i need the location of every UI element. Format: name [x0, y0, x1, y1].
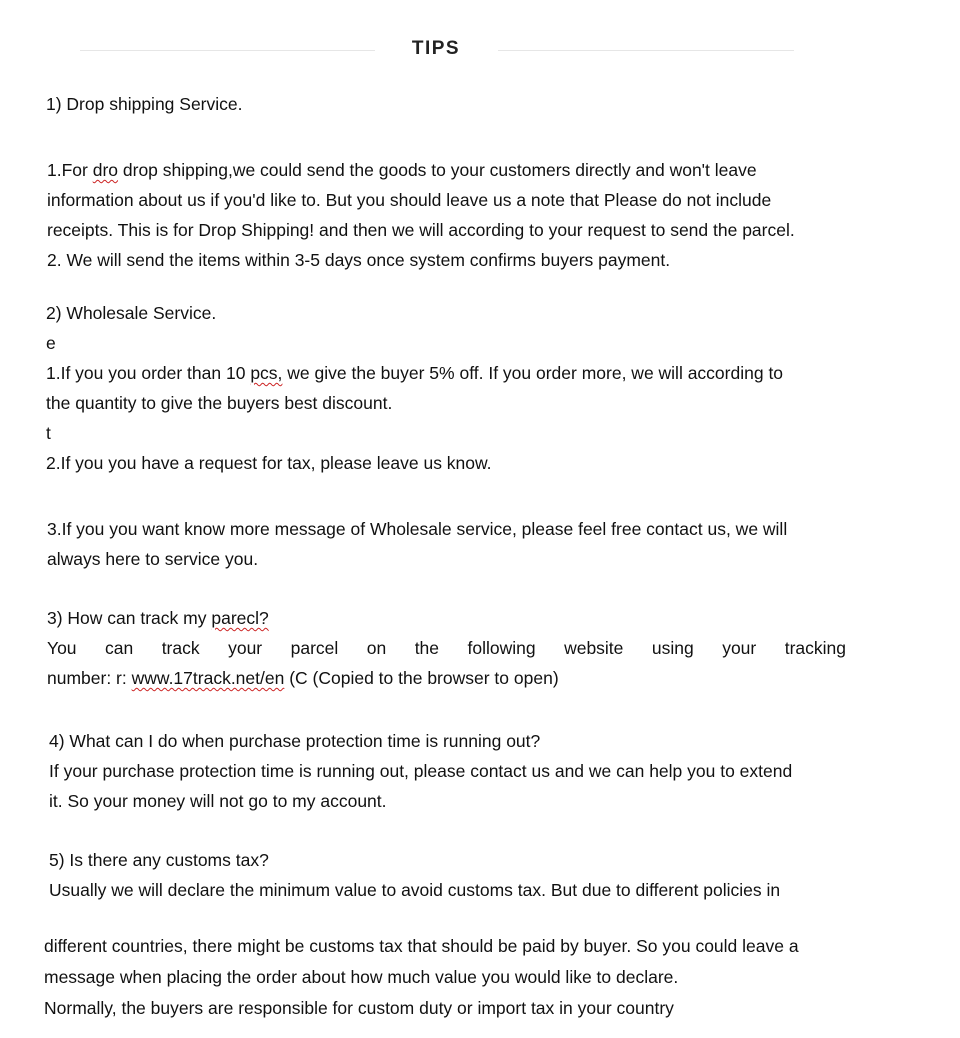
- title-rule-left: [80, 50, 375, 51]
- page-title: TIPS: [411, 38, 461, 59]
- stray-character: t: [46, 423, 51, 443]
- text-segment: 1.If you you order than 10: [46, 363, 251, 383]
- drop-shipping-line-2: information about us if you'd like to. But you should leave us a note that Please do not include: [47, 190, 772, 210]
- section-heading-customs-tax: 5) Is there any customs tax?: [49, 850, 269, 870]
- purchase-protection-line-1: If your purchase protection time is running out, please contact us and we can help you to extend: [49, 761, 793, 781]
- misspelled-word: parecl?: [211, 608, 269, 628]
- text-segment: 3) How can track my: [47, 608, 212, 628]
- misspelled-word: dro: [92, 160, 119, 180]
- text-segment: drop shipping,we could send the goods to your customers directly and won't leave: [118, 160, 757, 180]
- customs-tax-line-1: Usually we will declare the minimum value to avoid customs tax. But due to different policies in: [49, 880, 781, 900]
- section-heading-tracking: [47, 607, 269, 629]
- tracking-line-2: [47, 667, 559, 689]
- wholesale-line-1: [46, 362, 783, 384]
- wholesale-contact-line-2: always here to service you.: [47, 549, 259, 569]
- title-rule-right: [498, 50, 794, 51]
- wholesale-line-2: the quantity to give the buyers best discount.: [46, 393, 393, 413]
- text-segment: number: r:: [47, 668, 132, 688]
- section-heading-purchase-protection: 4) What can I do when purchase protection time is running out?: [49, 731, 541, 751]
- drop-shipping-line-3: receipts. This is for Drop Shipping! and then we will according to your request to send the parcel.: [47, 220, 795, 240]
- text-segment: (C (Copied to the browser to open): [284, 668, 559, 688]
- wholesale-tax-line: 2.If you you have a request for tax, please leave us know.: [46, 453, 492, 473]
- drop-shipping-line-1: [47, 159, 757, 181]
- text-segment: 1.For: [47, 160, 93, 180]
- wholesale-contact-line-1: 3.If you you want know more message of Wholesale service, please feel free contact us, we will: [47, 519, 788, 539]
- stray-character: e: [46, 333, 56, 353]
- text-segment: we give the buyer 5% off. If you order more, we will according to: [282, 363, 784, 383]
- section-heading-wholesale: 2) Wholesale Service.: [46, 303, 217, 323]
- customs-tax-line-4: Normally, the buyers are responsible for custom duty or import tax in your country: [44, 998, 674, 1018]
- purchase-protection-line-2: it. So your money will not go to my account.: [49, 791, 387, 811]
- drop-shipping-line-4: 2. We will send the items within 3-5 days once system confirms buyers payment.: [47, 250, 671, 270]
- tracking-website-link[interactable]: www.17track.net/en: [131, 668, 285, 688]
- misspelled-word: pcs,: [250, 363, 283, 383]
- customs-tax-line-2: different countries, there might be customs tax that should be paid by buyer. So you could leave a: [44, 936, 799, 956]
- tracking-line-1: You can track your parcel on the following website using your tracking: [47, 638, 846, 658]
- customs-tax-line-3: message when placing the order about how much value you would like to declare.: [44, 967, 679, 987]
- section-heading-drop-shipping: 1) Drop shipping Service.: [46, 94, 243, 114]
